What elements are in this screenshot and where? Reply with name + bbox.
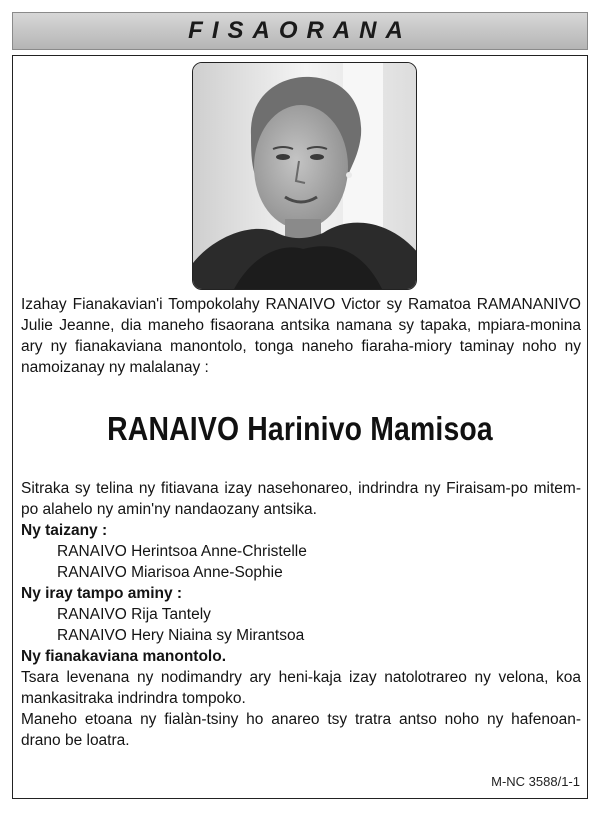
child-name: RANAIVO Miarisoa Anne-Sophie [57,564,283,581]
notice-title: FISAORANA [188,17,412,44]
portrait-photo [192,62,417,290]
family-heading: Ny fianakaviana manontolo. [21,648,226,665]
siblings-heading: Ny iray tampo aminy : [21,585,183,602]
thanks-paragraph: Sitraka sy telina ny fitiavana izay nasehonareo, indrindra ny Firaisam-po mitem-po alahelo ny amin'ny nandaozany antsika. [21,480,581,518]
child-name: RANAIVO Herintsoa Anne-Christelle [57,543,307,560]
sibling-name: RANAIVO Rija Tantely [57,606,211,623]
intro-paragraph: Izahay Fianakavian'i Tompokolahy RANAIVO Victor sy Ramatoa RAMANANIVO Julie Jeanne, dia maneho fisaorana antsika namana sy tapaka, mpiara-monina ary ny fianakaviana manontolo, tonga naneho fiaraha-miory taminay noho ny namoizanay ny malalanay : [21,296,581,376]
children-heading: Ny taizany : [21,522,108,539]
header-banner [12,12,588,50]
notice-body [21,478,581,751]
reference-code: M-NC 3588/1-1 [491,774,580,789]
sibling-name: RANAIVO Hery Niaina sy Mirantsoa [57,627,305,644]
deceased-name: RANAIVO Harinivo Mamisoa [107,410,493,447]
closing-paragraph-1: Tsara levenana ny nodimandry ary heni-kaja izay natolotrareo ny velona, koa mankasitraka indrindra tompoko. [21,669,581,707]
closing-paragraph-2: Maneho etoana ny fialàn-tsiny ho anareo tsy tratra antso noho ny hafenoan-drano be loatra. [21,711,581,749]
